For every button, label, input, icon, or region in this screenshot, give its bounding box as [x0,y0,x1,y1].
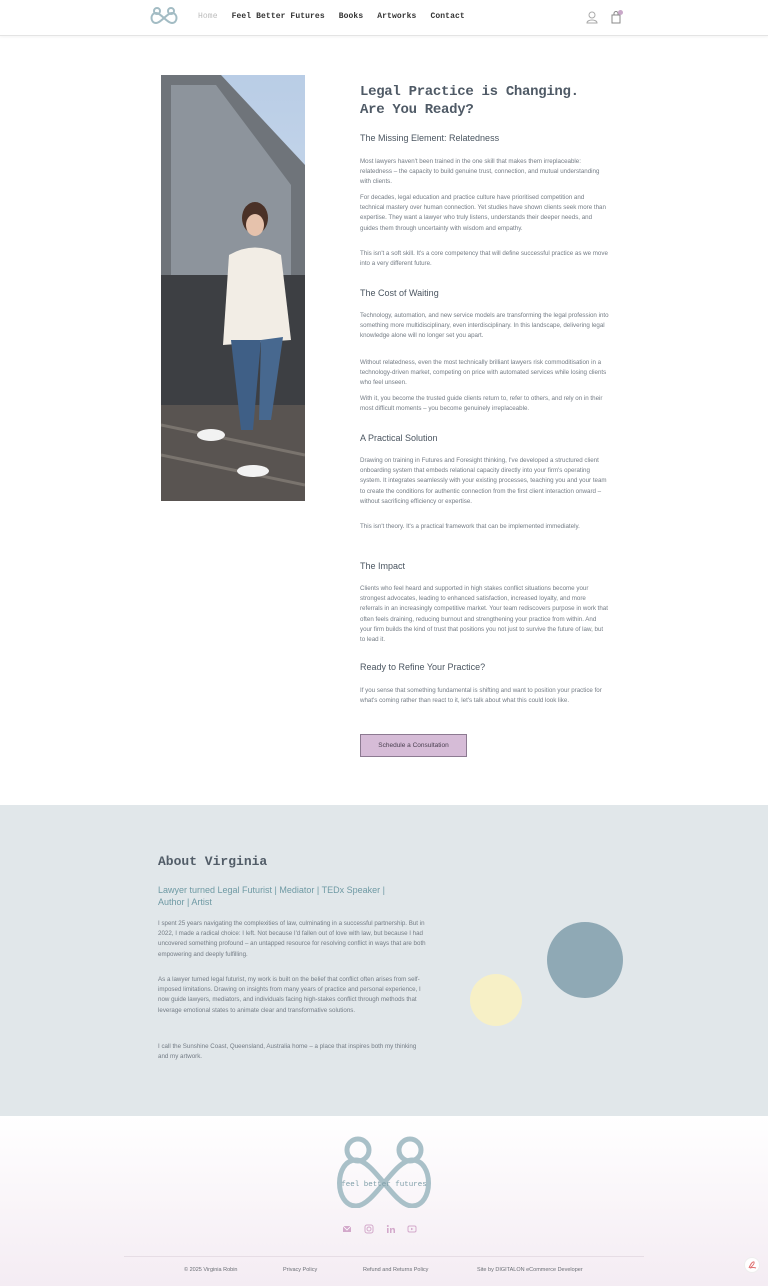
page-title: Legal Practice is Changing. Are You Ready? [360,84,579,118]
site-credit-link[interactable]: Site by DIGITALON eCommerce Developer [477,1267,583,1273]
pdf-widget[interactable] [744,1257,760,1273]
copyright-text: © 2025 Virginia Robin [184,1267,238,1273]
paragraph: This isn't a soft skill. It's a core competency that will define successful practice as we move into a very different future. [360,250,608,268]
email-icon[interactable] [342,1224,352,1234]
footer-logo-text: feel better futures [341,1181,427,1189]
nav-home[interactable]: Home [198,12,218,21]
section-heading: Ready to Refine Your Practice? [360,662,486,672]
site-header [0,0,768,36]
paragraph: This isn't theory. It's a practical framework that can be implemented immediately. [360,523,580,530]
article-header [360,83,610,119]
youtube-icon[interactable] [407,1224,417,1234]
hero-photo [161,75,305,501]
about-section [0,805,768,1116]
schedule-consultation-button[interactable]: Schedule a Consultation [360,734,467,757]
paragraph: Without relatedness, even the most technically brilliant lawyers risk commoditisation in a technology-driven market, competing on price with automated services while losing clients who feel unseen. [360,359,607,387]
paragraph: For decades, legal education and practice culture have prioritised competition and technical mastery over human connection. Yet studies have shown clients seek more than expertise. They want a lawyer who truly listens, understands their deeper needs, and guides them through uncertainty with wisdom and empathy. [360,194,606,232]
decorative-circle-blue [547,922,623,998]
decorative-circle-yellow [470,974,522,1026]
about-subtitle: Lawyer turned Legal Futurist | Mediator | TEDx Speaker | Author | Artist [158,885,385,907]
nav-books[interactable]: Books [338,12,364,21]
about-paragraph: I spent 25 years navigating the complexities of law, culminating in a successful partnership. But in 2022, I made a radical choice: I left. Not because I'd fallen out of love with law, but because I had uncovered something profound – an untapped resource for resolving conflict in ways that are both empowering and deeply fulfilling. [158,920,426,958]
main-nav [198,12,479,21]
section-heading: The Missing Element: Relatedness [360,133,500,143]
section-heading: A Practical Solution [360,433,438,443]
paragraph: Clients who feel heard and supported in high stakes conflict situations become your strongest advocates, leading to enhanced satisfaction, increased loyalty, and more referrals in an increasingly competitive market. Your team rediscovers purpose in work that often feels draining, reducing burnout and strengthening your practice from within. And your firm builds the kind of trust that positions you not just to survive the future of law, but to lead it. [360,585,608,644]
cart-count-badge [618,10,623,15]
linkedin-icon[interactable] [386,1224,396,1234]
footer-logo-icon[interactable] [326,1136,442,1208]
about-paragraph: As a lawyer turned legal futurist, my work is built on the belief that conflict often arises from self-imposed limitations. Drawing on insights from many years of practice and personal experience, I now guide lawyers, mediators, and individuals facing high-stakes conflict through methods that leverage emotional states to animate clear and transformative solutions. [158,976,421,1014]
privacy-policy-link[interactable]: Privacy Policy [283,1267,318,1273]
about-title: About Virginia [158,854,268,869]
paragraph: With it, you become the trusted guide clients return to, refer to others, and rely on in their most difficult moments – you become genuinely irreplaceable. [360,395,603,413]
paragraph: If you sense that something fundamental is shifting and want to position your practice for what's coming rather than react to it, let's talk about what this could look like. [360,687,602,705]
refund-policy-link[interactable]: Refund and Returns Policy [363,1267,429,1273]
footer-divider [124,1256,644,1257]
account-icon[interactable] [586,11,598,24]
paragraph: Technology, automation, and new service models are transforming the legal profession into something more multidisciplinary, even interdisciplinary. In this landscape, delivering legal knowledge alone will no longer set you apart. [360,312,609,340]
about-paragraph: I call the Sunshine Coast, Queensland, Australia home – a place that inspires both my thinking and my artwork. [158,1043,417,1061]
section-heading: The Impact [360,561,406,571]
nav-feel-better-futures[interactable]: Feel Better Futures [231,12,325,21]
section-heading: The Cost of Waiting [360,288,439,298]
paragraph: Most lawyers haven't been trained in the one skill that makes them irreplaceable: relatedness – the capacity to build genuine trust, connection, and mutual understanding with clients. [360,158,600,186]
instagram-icon[interactable] [364,1224,374,1234]
logo-icon[interactable] [147,7,181,29]
paragraph: Drawing on training in Futures and Foresight thinking, I've developed a structured client onboarding system that embeds relational capacity directly into your firm's operating system. It integrates seamlessly with your existing processes, teaching you and your team to create the conditions for authentic connection from the first client interaction onward – without sacrificing efficiency or expertise. [360,457,607,505]
pdf-icon [745,1258,759,1272]
nav-contact[interactable]: Contact [430,12,465,21]
nav-artworks[interactable]: Artworks [377,12,417,21]
